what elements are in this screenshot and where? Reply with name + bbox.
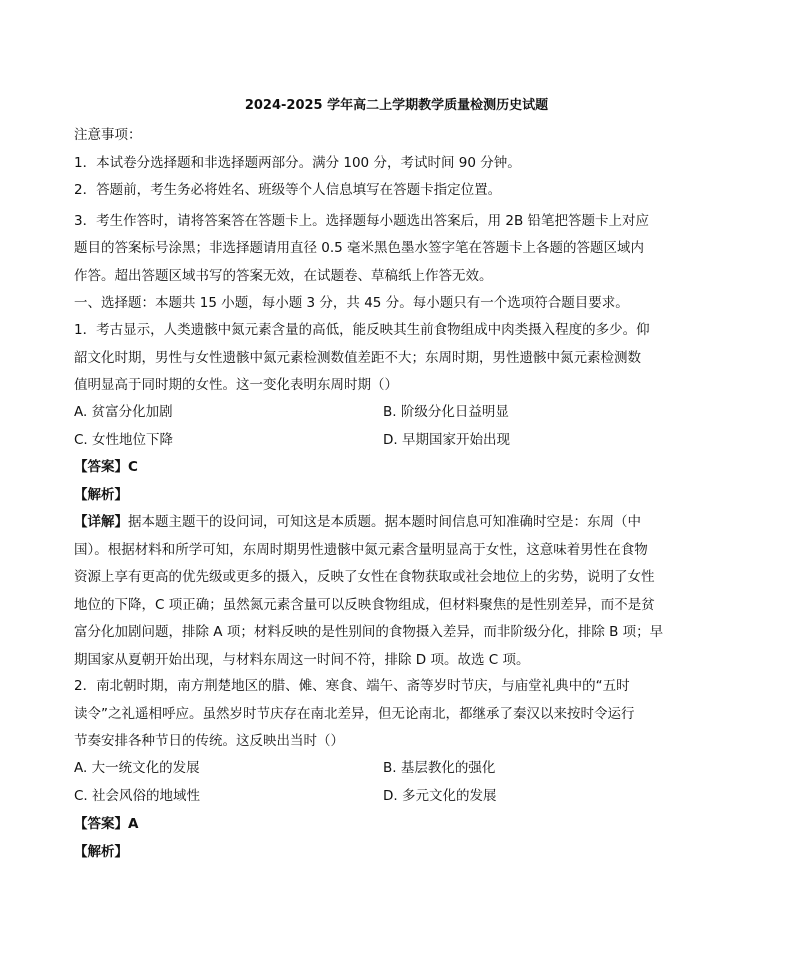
- q1-option-b: B. 阶级分化日益明显: [383, 404, 509, 420]
- q1-stem-line-1: 1．考古显示，人类遗骸中氮元素含量的高低，能反映其生前食物组成中肉类摄入程度的多少。仰: [74, 322, 650, 338]
- q2-stem-line-3: 节奏安排各种节日的传统。这反映出当时（）: [74, 733, 344, 749]
- note-3-line-3: 作答。超出答题区域书写的答案无效，在试题卷、草稿纸上作答无效。: [74, 267, 493, 284]
- exam-title: 2024-2025 学年高二上学期教学质量检测历史试题: [244, 98, 549, 113]
- q1-options-row-1: [74, 399, 694, 427]
- section-heading-block: [74, 290, 694, 318]
- q1-options-row-2: [74, 427, 694, 455]
- q2-option-c: C. 社会风俗的地域性: [74, 788, 201, 804]
- q1-answer-line: [74, 454, 694, 482]
- q1-analysis-line: [74, 482, 694, 510]
- q2-analysis-tag: 【解析】: [74, 843, 128, 860]
- notes-section: [74, 122, 694, 290]
- q2-analysis-line: [74, 839, 694, 867]
- q1-detail-line-3: 资源上享有更高的优先级或更多的摄入，反映了女性在食物获取或社会地位上的劣势，说明了女性: [74, 569, 655, 585]
- q1-option-c: C. 女性地位下降: [74, 432, 174, 448]
- q1-detail-tag: 【详解】: [74, 514, 128, 530]
- q1-option-a: A. 贫富分化加剧: [74, 404, 173, 420]
- q1-answer-tag: 【答案】: [74, 459, 128, 475]
- q2-stem-line-2: 读令”之礼遥相呼应。虽然岁时节庆存在南北差异，但无论南北，都继承了秦汉以来按时令运行: [74, 705, 635, 722]
- question-1-stem: [74, 317, 694, 400]
- q1-stem-line-3: 值明显高于同时期的女性。这一变化表明东周时期（）: [74, 377, 398, 393]
- q2-option-d: D. 多元文化的发展: [383, 788, 497, 804]
- q1-answer-value: C: [128, 459, 138, 475]
- q1-option-d: D. 早期国家开始出现: [383, 432, 510, 448]
- q1-stem-line-2: 韶文化时期，男性与女性遗骸中氮元素检测数值差距不大；东周时期，男性遗骸中氮元素检测数: [74, 349, 641, 366]
- q1-analysis-tag: 【解析】: [74, 486, 128, 503]
- note-3-line-1: 3．考生作答时，请将答案答在答题卡上。选择题每小题选出答案后，用 2B 铅笔把答题卡上对应: [74, 212, 650, 229]
- q2-answer-tag: 【答案】: [74, 816, 128, 832]
- q1-detail-line-6: 期国家从夏朝开始出现，与材料东周这一时间不符，排除 D 项。故选 C 项。: [74, 651, 530, 668]
- q1-detail-line-1: [74, 509, 694, 537]
- q2-stem-line-1: 2．南北朝时期，南方荆楚地区的腊、傩、寒食、端午、斋等岁时节庆，与庙堂礼典中的“五时: [74, 678, 630, 694]
- q1-detail-line-5: 富分化加剧问题，排除 A 项；材料反映的是性别间的食物摄入差异，而非阶级分化，排除 B 项；早: [74, 624, 664, 640]
- q2-option-a: A. 大一统文化的发展: [74, 760, 200, 776]
- note-3-line-2: 题目的答案标号涂黑；非选择题请用直径 0.5 毫米黑色墨水签字笔在答题卡上各题的答题区域内: [74, 240, 645, 256]
- q2-options-row-2: [74, 783, 694, 811]
- q1-answer-block: [74, 454, 694, 674]
- section-heading: 一、选择题：本题共 15 小题，每小题 3 分，共 45 分。每小题只有一个选项符合题目要求。: [74, 295, 629, 311]
- note-2: 2．答题前，考生务必将姓名、班级等个人信息填写在答题卡指定位置。: [74, 182, 502, 198]
- q2-option-b: B. 基层教化的强化: [383, 760, 496, 776]
- question-2-stem: [74, 673, 694, 756]
- q2-answer-line: [74, 811, 694, 839]
- q1-detail-line-2: 国）。根据材料和所学可知，东周时期男性遗骸中氮元素含量明显高于女性，这意味着男性在食物: [74, 541, 648, 558]
- note-1: 1．本试卷分选择题和非选择题两部分。满分 100 分，考试时间 90 分钟。: [74, 154, 521, 171]
- q2-answer-value: A: [128, 816, 139, 832]
- q2-options-row-1: [74, 755, 694, 783]
- q2-answer-block: [74, 811, 694, 866]
- q1-detail-text-1: 据本题主题干的设问词，可知这是本质题。据本题时间信息可知准确时空是：东周（中: [128, 514, 641, 530]
- q1-detail-line-4: 地位的下降，C 项正确；虽然氮元素含量可以反映食物组成，但材料聚焦的是性别差异，而不是贫: [74, 596, 655, 613]
- notes-heading: 注意事项：: [74, 127, 142, 143]
